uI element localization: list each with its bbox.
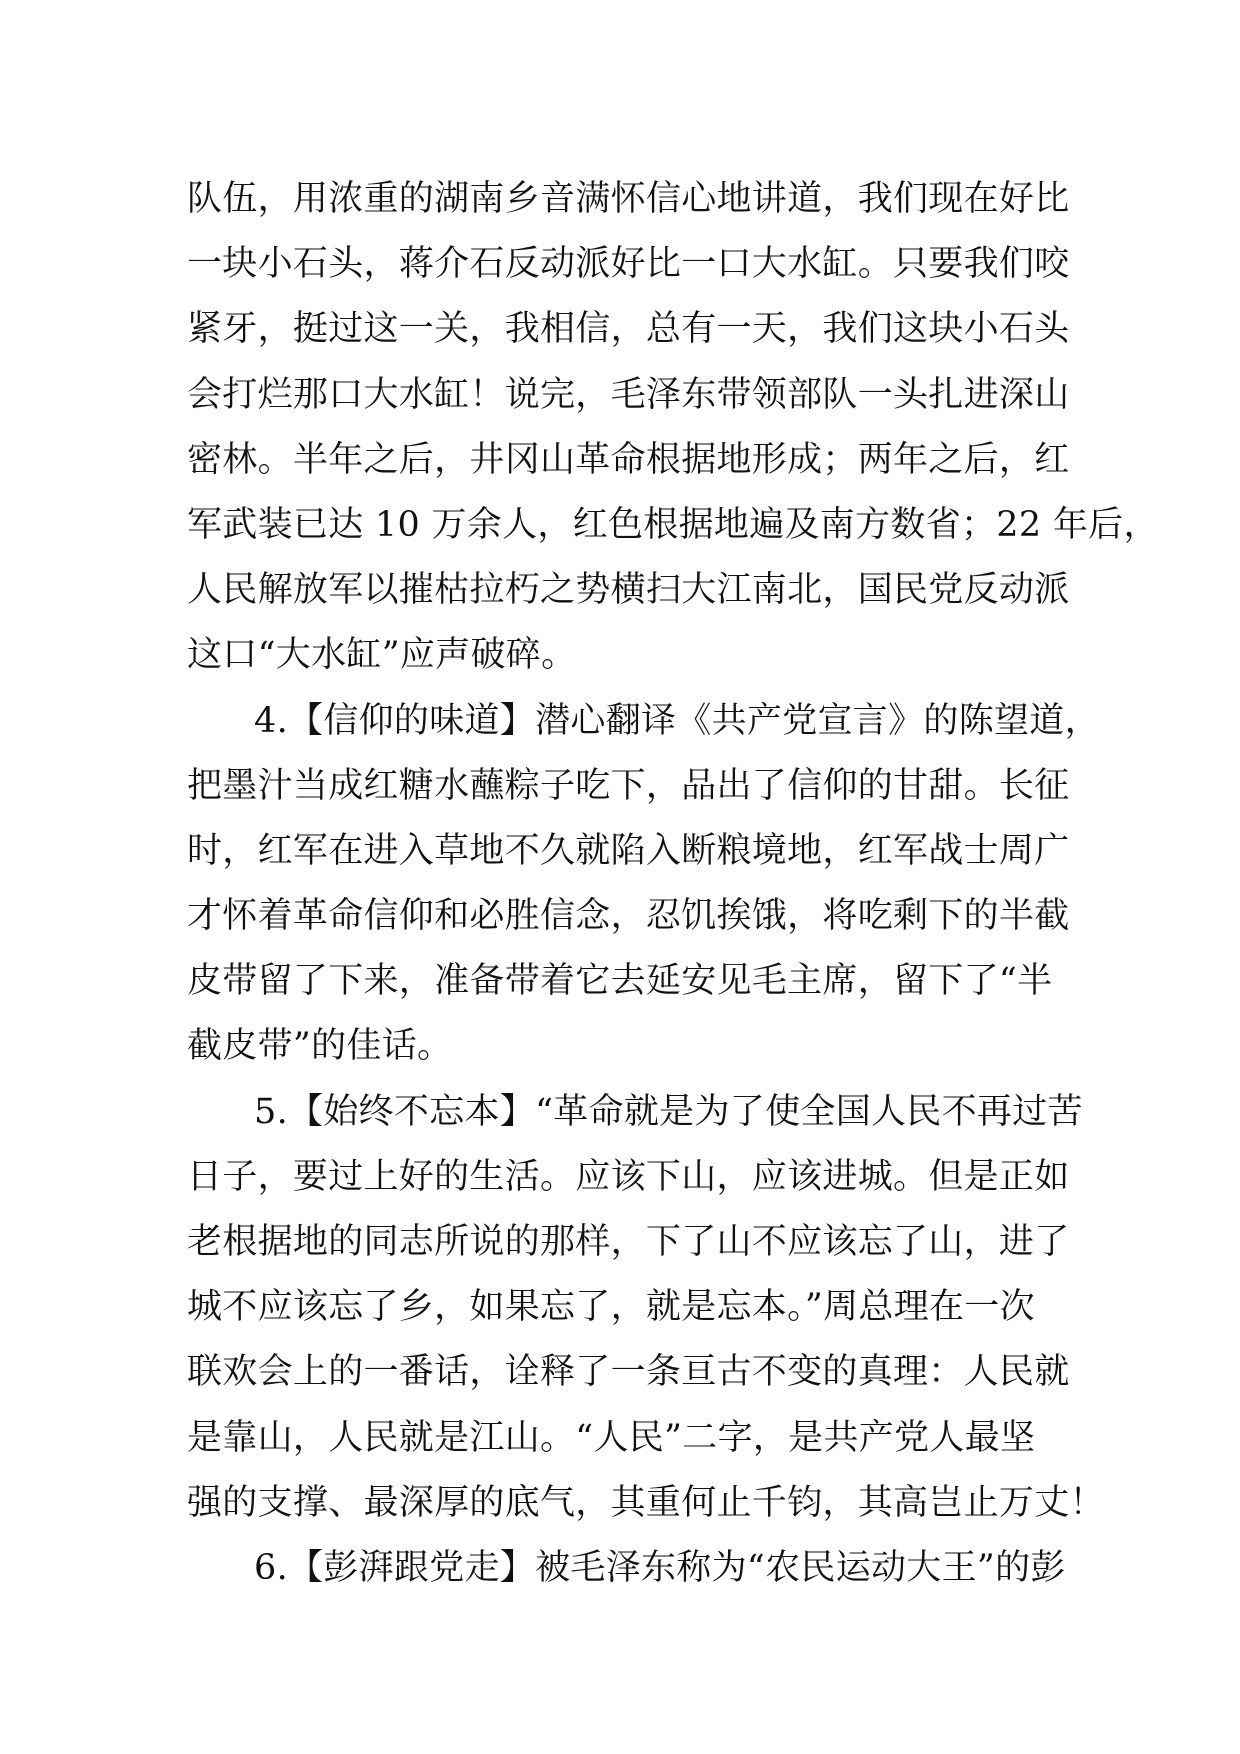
text-line: 这口“大水缸”应声破碎。 bbox=[187, 635, 577, 676]
body-text bbox=[187, 167, 1159, 1601]
paragraph-4-heading-line: 4.【信仰的味道】潜心翻译《共产党宣言》的陈望道， bbox=[254, 700, 1100, 741]
text-line: 才怀着革命信仰和必胜信念，忍饥挨饿，将吃剩下的半截 bbox=[187, 896, 1070, 937]
text-line: 队伍，用浓重的湖南乡音满怀信心地讲道，我们现在好比 bbox=[187, 179, 1070, 219]
text-line: 一块小石头，蒋介石反动派好比一口大水缸。只要我们咬 bbox=[187, 244, 1070, 285]
text-line: 强的支撑、最深厚的底气，其重何止千钧，其高岂止万丈！ bbox=[187, 1482, 1105, 1523]
text-line: 会打烂那口大水缸！说完，毛泽东带领部队一头扎进深山 bbox=[187, 374, 1070, 415]
text-line: 老根据地的同志所说的那样，下了山不应该忘了山，进了 bbox=[187, 1222, 1070, 1262]
text-line: 军武装已达 10 万余人，红色根据地遍及南方数省；22 年后， bbox=[187, 504, 1159, 545]
text-line: 密林。半年之后，井冈山革命根据地形成；两年之后，红 bbox=[187, 439, 1070, 480]
paragraph-5-heading-line: 5.【始终不忘本】“革命就是为了使全国人民不再过苦 bbox=[254, 1091, 1083, 1132]
text-line: 皮带留了下来，准备带着它去延安见毛主席，留下了“半 bbox=[187, 961, 1053, 1002]
text-line: 把墨汁当成红糖水蘸粽子吃下，品出了信仰的甘甜。长征 bbox=[187, 765, 1070, 806]
text-line: 城不应该忘了乡，如果忘了，就是忘本。”周总理在一次 bbox=[187, 1287, 1035, 1328]
text-line: 日子，要过上好的生活。应该下山，应该进城。但是正如 bbox=[187, 1156, 1070, 1197]
text-line: 联欢会上的一番话，诠释了一条亘古不变的真理：人民就 bbox=[187, 1352, 1070, 1393]
text-line: 时，红军在进入草地不久就陷入断粮境地，红军战士周广 bbox=[187, 830, 1070, 871]
text-line: 紧牙，挺过这一关，我相信，总有一天，我们这块小石头 bbox=[187, 309, 1070, 350]
paragraph-6-heading-line: 6.【彭湃跟党走】被毛泽东称为“农民运动大王”的彭 bbox=[254, 1547, 1066, 1588]
text-line: 是靠山，人民就是江山。“人民”二字，是共产党人最坚 bbox=[187, 1417, 1036, 1458]
text-line: 人民解放军以摧枯拉朽之势横扫大江南北，国民党反动派 bbox=[187, 570, 1070, 611]
text-line: 截皮带”的佳话。 bbox=[187, 1026, 453, 1067]
